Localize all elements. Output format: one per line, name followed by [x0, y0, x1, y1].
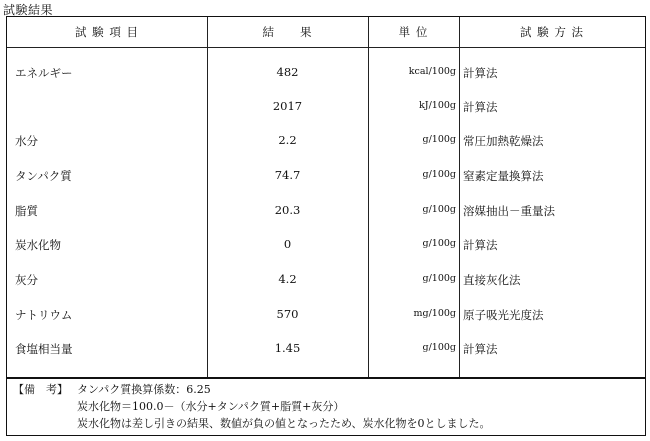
- row-method: 直接灰化法: [463, 273, 521, 287]
- row-unit: kcal/100g: [408, 66, 456, 77]
- row-method: 窒素定量換算法: [463, 169, 544, 183]
- row-unit: g/100g: [422, 342, 456, 353]
- column-divider: [459, 17, 460, 377]
- results-table: [6, 16, 646, 378]
- row-result: 4.2: [278, 272, 297, 286]
- remarks-line: タンパク質換算係数：6.25: [77, 383, 211, 396]
- row-item: エネルギー: [15, 66, 73, 80]
- header-unit: 単 位: [398, 25, 429, 39]
- row-unit: g/100g: [422, 273, 456, 284]
- row-item: タンパク質: [15, 169, 72, 183]
- row-method: 計算法: [463, 66, 498, 80]
- row-method: 溶媒抽出－重量法: [463, 204, 555, 218]
- header-item: 試 験 項 目: [75, 25, 139, 39]
- header-divider: [7, 47, 645, 48]
- row-result: 570: [276, 307, 299, 321]
- page-title: 試験結果: [3, 3, 54, 17]
- row-item: 灰分: [15, 273, 38, 287]
- row-item: 水分: [15, 134, 38, 148]
- remarks-label: 【備 考】: [13, 383, 68, 396]
- row-unit: kJ/100g: [419, 100, 456, 111]
- row-result: 482: [276, 65, 299, 79]
- row-method: 計算法: [463, 100, 498, 114]
- row-unit: g/100g: [422, 169, 456, 180]
- header-result: 結 果: [262, 25, 313, 39]
- row-result: 20.3: [274, 203, 301, 217]
- row-unit: g/100g: [422, 204, 456, 215]
- row-item: 脂質: [15, 204, 38, 218]
- row-result: 2017: [272, 99, 303, 113]
- row-method: 計算法: [463, 238, 498, 252]
- row-item: 食塩相当量: [15, 342, 73, 356]
- row-result: 0: [283, 237, 292, 251]
- row-unit: g/100g: [422, 238, 456, 249]
- remarks-box: [6, 378, 646, 436]
- row-unit: mg/100g: [413, 308, 456, 319]
- row-item: 炭水化物: [15, 238, 61, 252]
- row-method: 計算法: [463, 342, 498, 356]
- remarks-line: 炭水化物＝100.0－（水分+タンパク質+脂質+灰分）: [77, 400, 345, 413]
- header-method: 試 験 方 法: [520, 25, 584, 39]
- row-result: 2.2: [278, 133, 297, 147]
- row-item: ナトリウム: [15, 308, 73, 322]
- column-divider: [207, 17, 208, 377]
- remarks-line: 炭水化物は差し引きの結果、数値が負の値となったため、炭水化物を0としました。: [77, 417, 491, 430]
- row-result: 1.45: [274, 341, 301, 355]
- row-method: 常圧加熱乾燥法: [463, 134, 544, 148]
- row-unit: g/100g: [422, 134, 456, 145]
- row-result: 74.7: [274, 168, 301, 182]
- row-method: 原子吸光光度法: [463, 308, 544, 322]
- column-divider: [368, 17, 369, 377]
